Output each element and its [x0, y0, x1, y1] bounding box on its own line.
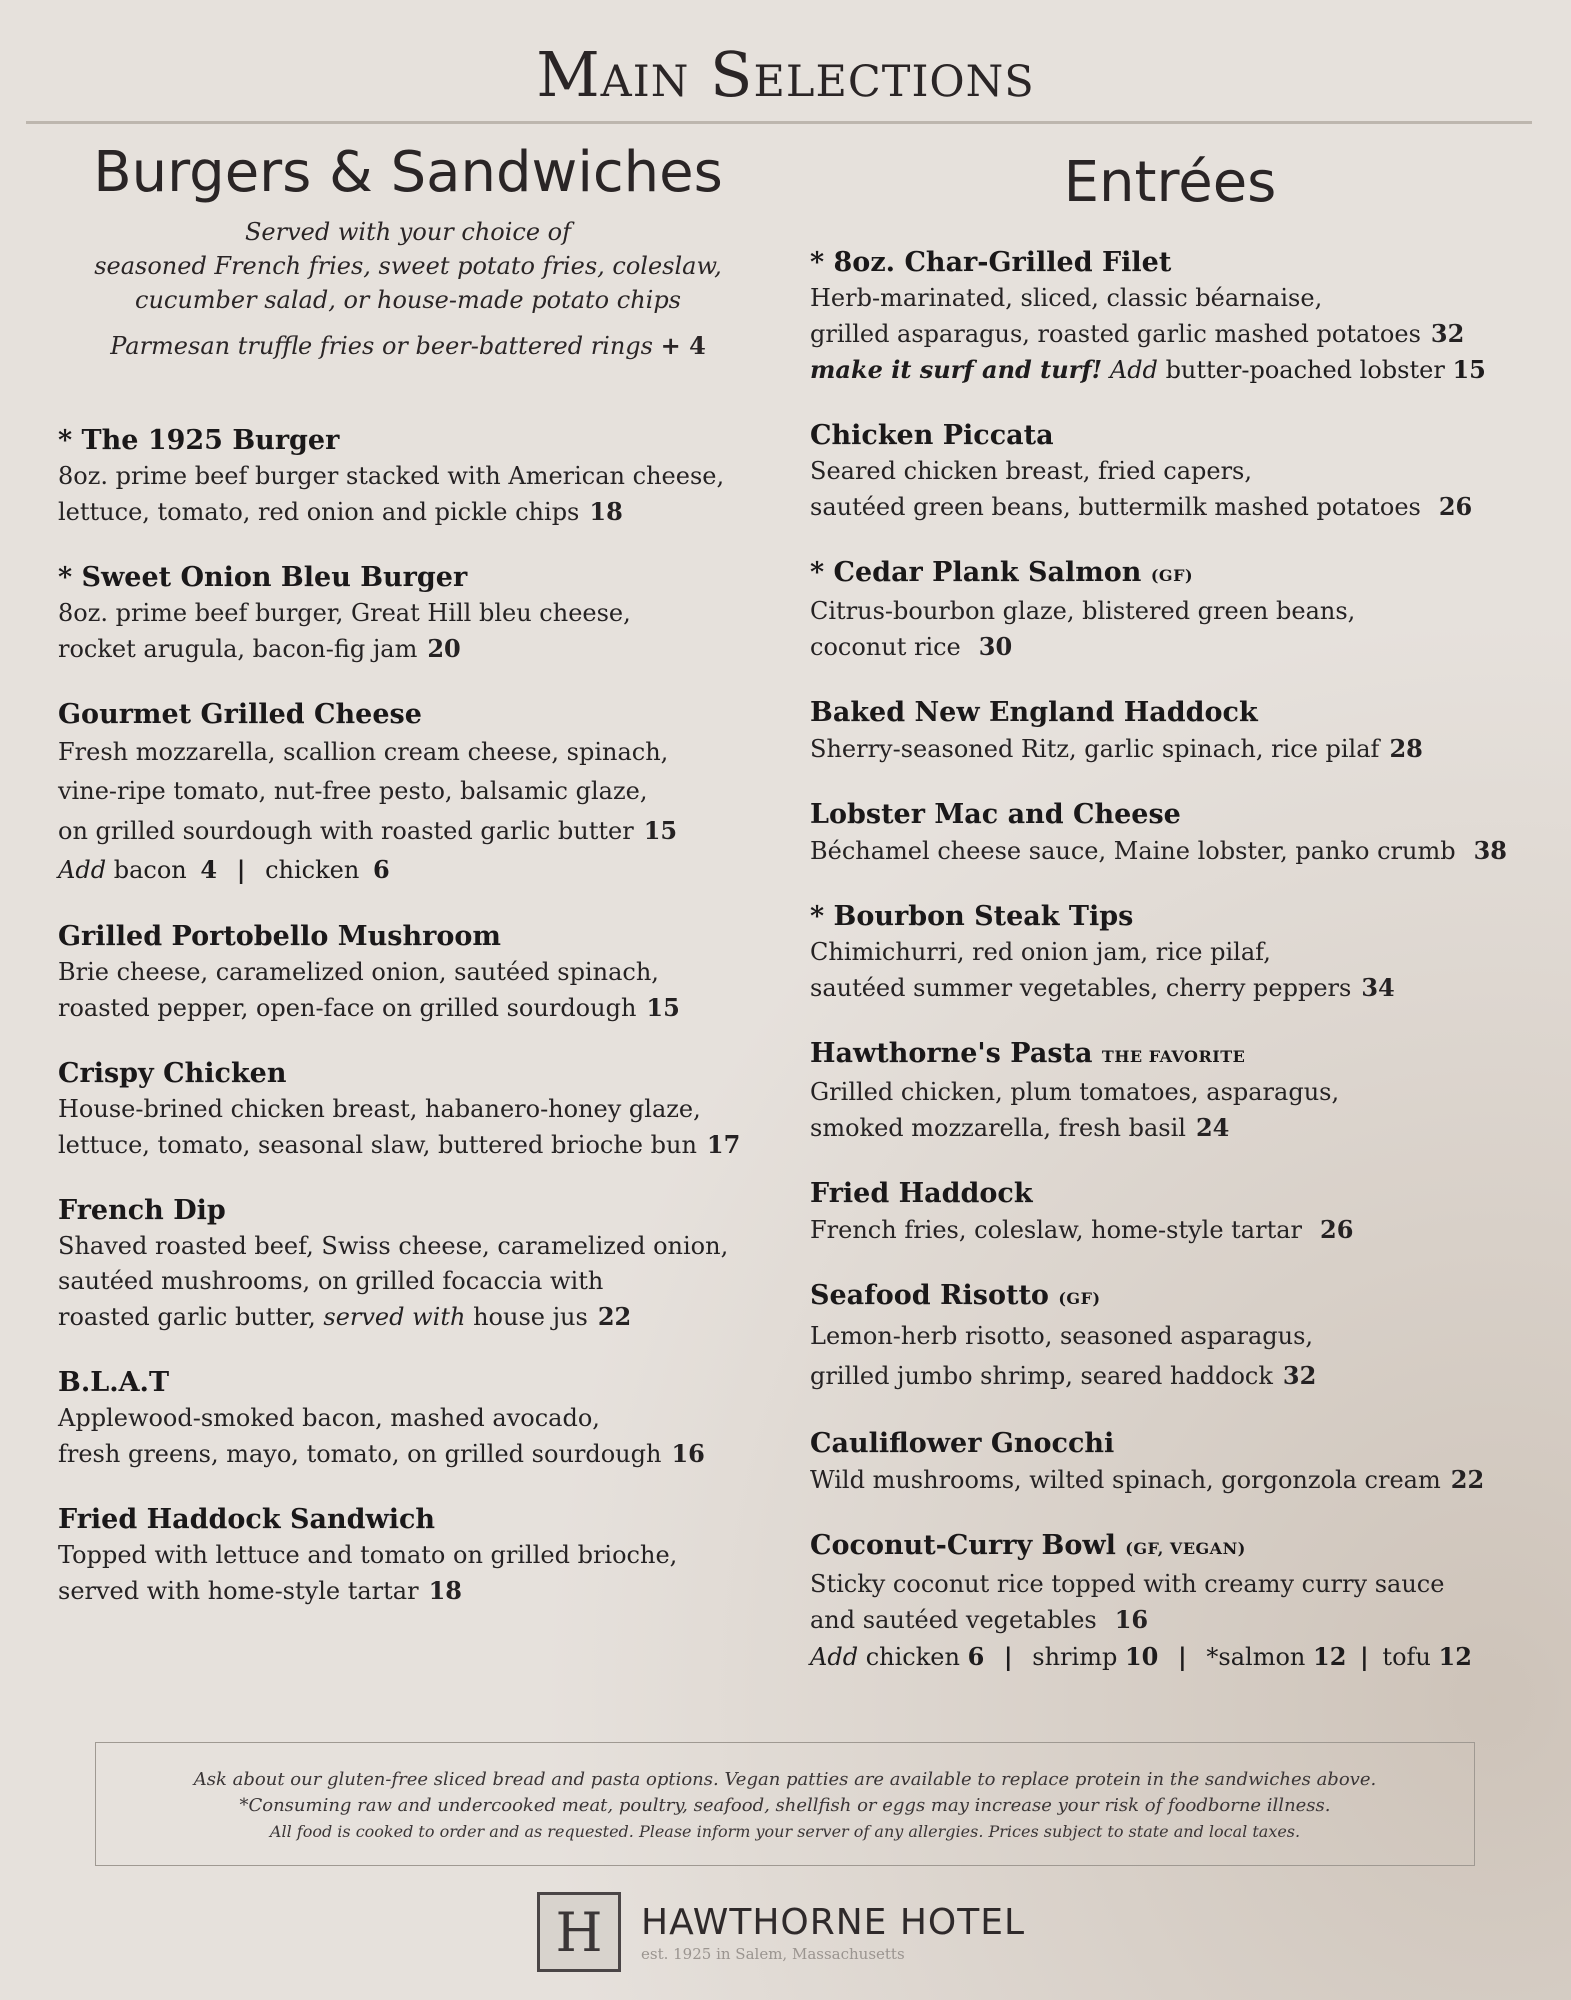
item-name: Gourmet Grilled Cheese	[58, 699, 422, 730]
menu-item	[810, 418, 1530, 525]
item-price: 16	[671, 1439, 705, 1468]
addon-line: Add chicken 6 | shrimp 10 | *salmon 12 | tofu 12	[810, 1642, 1472, 1671]
notice-line: All food is cooked to order and as requested. Please inform your server of any allergies. Prices subject to state and local taxes.	[269, 1822, 1301, 1841]
item-price: 22	[1450, 1465, 1485, 1494]
item-price: 18	[589, 497, 623, 526]
title-divider	[26, 121, 1532, 124]
item-name: Cauliflower Gnocchi	[810, 1428, 1115, 1459]
item-desc: roasted garlic butter, served with house jus 22	[58, 1302, 632, 1331]
menu-item	[810, 1176, 1530, 1248]
item-desc: lettuce, tomato, red onion and pickle chips 18	[58, 497, 623, 526]
item-price: 32	[1430, 319, 1465, 348]
item-desc: House-brined chicken breast, habanero-honey glaze,	[58, 1095, 701, 1123]
item-desc: smoked mozzarella, fresh basil 24	[810, 1113, 1230, 1142]
hotel-tagline: est. 1925 in Salem, Massachusetts	[641, 1944, 905, 1963]
menu-item	[810, 1426, 1530, 1498]
surf-and-turf-addon: make it surf and turf! Add butter-poached lobster 15	[810, 355, 1486, 384]
menu-item	[810, 899, 1530, 1006]
addon-line: Add bacon 4 | chicken 6	[58, 855, 390, 884]
dietary-note: (GF)	[1058, 1289, 1101, 1308]
item-desc: Brie cheese, caramelized onion, sautéed spinach,	[58, 958, 659, 986]
item-name: Crispy Chicken	[58, 1058, 287, 1089]
item-desc: French fries, coleslaw, home-style tartar 26	[810, 1215, 1354, 1244]
item-name: Fried Haddock Sandwich	[58, 1504, 436, 1535]
item-desc: roasted pepper, open-face on grilled sourdough 15	[58, 993, 680, 1022]
item-price: 26	[1438, 492, 1473, 521]
item-desc: Wild mushrooms, wilted spinach, gorgonzola cream 22	[810, 1465, 1485, 1494]
item-name: * The 1925 Burger	[58, 425, 340, 456]
item-desc: coconut rice 30	[810, 632, 1013, 661]
item-desc: sautéed summer vegetables, cherry peppers 34	[810, 973, 1395, 1002]
menu-item	[58, 1502, 758, 1609]
item-desc: Topped with lettuce and tomato on grilled brioche,	[58, 1541, 678, 1569]
intro-line: cucumber salad, or house-made potato chips	[135, 286, 681, 314]
item-desc: Chimichurri, red onion jam, rice pilaf,	[810, 938, 1271, 966]
dietary-note: (GF, VEGAN)	[1125, 1539, 1246, 1558]
item-desc: Herb-marinated, sliced, classic béarnaise,	[810, 284, 1323, 312]
entrees-section	[810, 140, 1530, 1706]
burgers-sandwiches-section	[58, 140, 758, 1639]
item-name: Grilled Portobello Mushroom	[58, 921, 501, 952]
menu-item	[810, 1528, 1530, 1676]
item-name: * 8oz. Char-Grilled Filet	[810, 247, 1172, 278]
upcharge-text: Parmesan truffle fries or beer-battered rings	[110, 332, 653, 360]
item-price: 32	[1282, 1361, 1317, 1390]
item-desc: on grilled sourdough with roasted garlic butter 15	[58, 816, 678, 845]
sides-intro	[58, 215, 758, 363]
favorite-note: THE FAVORITE	[1101, 1047, 1246, 1066]
item-name: * Bourbon Steak Tips	[810, 901, 1134, 932]
item-price: 24	[1195, 1113, 1230, 1142]
upcharge-line	[58, 329, 758, 363]
item-desc: Sherry-seasoned Ritz, garlic spinach, rice pilaf 28	[810, 734, 1423, 763]
item-desc: sautéed green beans, buttermilk mashed potatoes 26	[810, 492, 1473, 521]
sides-text	[58, 215, 758, 317]
allergy-notice	[95, 1742, 1475, 1866]
item-price: 16	[1114, 1605, 1149, 1634]
item-price: 34	[1361, 973, 1395, 1002]
item-name: Baked New England Haddock	[810, 697, 1258, 728]
item-price: 22	[597, 1302, 632, 1331]
menu-item	[810, 1036, 1530, 1146]
entrees-heading: Entrées	[1063, 150, 1277, 215]
item-name: Chicken Piccata	[810, 420, 1054, 451]
item-name: Seafood Risotto (GF)	[810, 1280, 1101, 1311]
page-title: Main Selections	[536, 38, 1035, 111]
item-price: 26	[1320, 1215, 1354, 1244]
item-name: * Cedar Plank Salmon (GF)	[810, 557, 1194, 588]
upcharge-price: + 4	[660, 331, 706, 360]
item-desc: Lemon-herb risotto, seasoned asparagus,	[810, 1322, 1314, 1350]
item-desc: Grilled chicken, plum tomatoes, asparagus,	[810, 1078, 1340, 1106]
menu-item	[58, 697, 758, 889]
menu-item	[810, 1278, 1530, 1396]
item-desc: grilled jumbo shrimp, seared haddock 32	[810, 1361, 1317, 1390]
item-price: 15	[643, 816, 678, 845]
item-desc: rocket arugula, bacon-fig jam 20	[58, 634, 461, 663]
item-desc: fresh greens, mayo, tomato, on grilled sourdough 16	[58, 1439, 705, 1468]
item-price: 38	[1473, 836, 1507, 865]
item-desc: lettuce, tomato, seasonal slaw, buttered brioche bun 17	[58, 1130, 741, 1159]
item-desc: Shaved roasted beef, Swiss cheese, caramelized onion,	[58, 1232, 729, 1260]
menu-item	[810, 797, 1530, 869]
item-price: 28	[1389, 734, 1423, 763]
item-desc: and sautéed vegetables 16	[810, 1605, 1149, 1634]
item-name: Fried Haddock	[810, 1178, 1033, 1209]
item-desc: Fresh mozzarella, scallion cream cheese, spinach,	[58, 738, 669, 766]
item-price: 18	[428, 1576, 462, 1605]
item-desc: sautéed mushrooms, on grilled focaccia with	[58, 1267, 604, 1295]
intro-line: seasoned French fries, sweet potato fries, coleslaw,	[94, 252, 722, 280]
item-desc: Béchamel cheese sauce, Maine lobster, panko crumb 38	[810, 836, 1507, 865]
menu-item	[58, 1365, 758, 1472]
menu-item	[58, 1056, 758, 1163]
item-desc: grilled asparagus, roasted garlic mashed potatoes 32	[810, 319, 1465, 348]
item-desc: Sticky coconut rice topped with creamy curry sauce	[810, 1570, 1445, 1598]
hotel-brand	[537, 1892, 1025, 1972]
item-desc: 8oz. prime beef burger, Great Hill bleu cheese,	[58, 599, 631, 627]
item-price: 17	[706, 1130, 741, 1159]
item-price: 20	[427, 634, 461, 663]
item-desc: Citrus-bourbon glaze, blistered green beans,	[810, 597, 1356, 625]
burgers-heading: Burgers & Sandwiches	[93, 140, 723, 205]
item-desc: 8oz. prime beef burger stacked with American cheese,	[58, 462, 725, 490]
menu-item	[58, 1193, 758, 1335]
hotel-name: HAWTHORNE HOTEL	[641, 1901, 1026, 1943]
menu-item	[58, 560, 758, 667]
item-price: 15	[646, 993, 680, 1022]
item-name: Lobster Mac and Cheese	[810, 799, 1181, 830]
menu-item	[810, 555, 1530, 665]
item-price: 30	[978, 632, 1013, 661]
notice-line: Ask about our gluten-free sliced bread and pasta options. Vegan patties are available to replace protein in the sandwiches above.	[193, 1769, 1377, 1790]
item-name: B.L.A.T	[58, 1367, 170, 1398]
menu-item	[58, 423, 758, 530]
dietary-note: (GF)	[1150, 566, 1194, 585]
item-desc: Seared chicken breast, fried capers,	[810, 457, 1252, 485]
item-name: Hawthorne's Pasta THE FAVORITE	[810, 1038, 1246, 1069]
item-name: * Sweet Onion Bleu Burger	[58, 562, 468, 593]
intro-line: Served with your choice of	[244, 218, 571, 246]
item-name: Coconut-Curry Bowl (GF, VEGAN)	[810, 1530, 1246, 1561]
item-desc: served with home-style tartar 18	[58, 1576, 462, 1605]
item-desc: vine-ripe tomato, nut-free pesto, balsamic glaze,	[58, 777, 648, 805]
item-name: French Dip	[58, 1195, 226, 1226]
hotel-logo-icon: H	[537, 1892, 621, 1972]
menu-item	[58, 919, 758, 1026]
item-desc: Applewood-smoked bacon, mashed avocado,	[58, 1404, 600, 1432]
menu-item	[810, 695, 1530, 767]
menu-item	[810, 245, 1530, 388]
notice-line: *Consuming raw and undercooked meat, poultry, seafood, shellfish or eggs may increase your risk of foodborne illness.	[239, 1795, 1331, 1816]
